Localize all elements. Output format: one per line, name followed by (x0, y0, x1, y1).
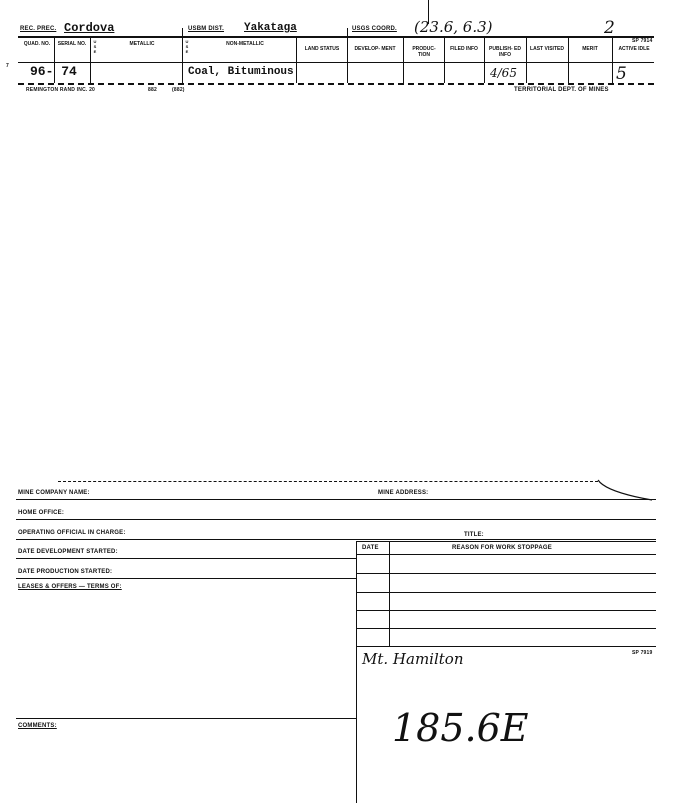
usgs-coord-label: USGS COORD. (352, 26, 397, 32)
title-label: TITLE: (464, 532, 484, 538)
operating-official-label: OPERATING OFFICIAL IN CHARGE: (18, 530, 126, 536)
column-header-rule (18, 62, 654, 63)
date-production-started-label: DATE PRODUCTION STARTED: (18, 569, 113, 575)
field-rule (356, 541, 656, 542)
col-sep (444, 37, 445, 83)
date-column-divider (389, 541, 390, 647)
rec-prec-label: REC. PREC. (20, 26, 57, 32)
use-left-header: U S E (93, 39, 97, 54)
field-rule (16, 578, 356, 579)
quad-no-header: QUAD. NO. (23, 41, 51, 47)
non-metallic-header: NON-METALLIC (226, 41, 264, 47)
land-status-header: LAND STATUS (304, 46, 340, 52)
date-development-started-label: DATE DEVELOPMENT STARTED: (18, 549, 118, 555)
corner-mark: 2 (604, 18, 615, 38)
handwritten-location: Mt. Hamilton (362, 650, 464, 668)
col-sep (568, 37, 569, 83)
active-idle-header: ACTIVE IDLE (618, 46, 650, 52)
published-info-value: 4/65 (490, 66, 517, 80)
field-rule (16, 558, 356, 559)
table-row-rule (356, 554, 656, 555)
table-row-rule (356, 610, 656, 611)
date-column-header: DATE (362, 545, 379, 551)
metallic-header: METALLIC (129, 41, 155, 47)
quad-serial-value: 96- 74 (30, 64, 77, 79)
field-rule (16, 539, 656, 540)
merit-header: MERIT (582, 46, 598, 52)
use-right-header: U S E (185, 39, 189, 54)
card-printer-imprint: REMINGTON RAND INC. 20 (26, 87, 96, 93)
section-divider (356, 541, 357, 803)
home-office-label: HOME OFFICE: (18, 510, 65, 516)
published-info-header: PUBLISH- ED INFO (489, 46, 521, 58)
col-sep (182, 28, 183, 83)
card-curl-edge (596, 478, 656, 506)
reason-column-header: REASON FOR WORK STOPPAGE (452, 545, 552, 551)
last-visited-header: LAST VISITED (530, 46, 564, 52)
col-sep (90, 37, 91, 83)
table-row-rule (356, 628, 656, 629)
row-bottom-rule (18, 83, 654, 85)
active-idle-value: 5 (616, 64, 627, 84)
production-header: PRODUC- TION (412, 46, 436, 58)
territorial-dept-label: TERRITORIAL DEPT. OF MINES (514, 87, 609, 93)
usbm-dist-value: Yakataga (244, 22, 297, 34)
rec-prec-value: Cordova (64, 21, 115, 35)
field-rule (16, 519, 656, 520)
table-row-rule (356, 646, 656, 647)
filed-info-header: FILED INFO (450, 46, 478, 52)
col-sep (526, 37, 527, 83)
bottom-form-number: SP 7919 (632, 650, 653, 656)
development-header: DEVELOP- MENT (354, 46, 396, 52)
usgs-coord-value: (23.6, 6.3) (414, 18, 493, 36)
card-top-edge (58, 481, 598, 482)
header-rule (18, 36, 654, 38)
col-sep (612, 37, 613, 83)
handwritten-code: 185.6E (392, 706, 529, 750)
leases-offers-label: LEASES & OFFERS — TERMS OF: (18, 584, 122, 590)
table-row-rule (356, 592, 656, 593)
field-rule (16, 499, 656, 500)
col-sep (296, 37, 297, 83)
card-code-2: (882) (172, 87, 185, 93)
col-sep (403, 37, 404, 83)
comments-label: COMMENTS: (18, 723, 57, 729)
field-rule (16, 718, 356, 719)
table-row-rule (356, 573, 656, 574)
mine-company-name-label: MINE COMPANY NAME: (18, 490, 90, 496)
serial-no-header: SERIAL NO. (57, 41, 87, 47)
top-form-number: SP 7914 (632, 38, 653, 44)
row-side-mark: 7 (6, 63, 9, 69)
usbm-dist-label: USBM DIST. (188, 26, 225, 32)
col-sep (484, 37, 485, 83)
mine-address-label: MINE ADDRESS: (378, 490, 429, 496)
col-sep (347, 28, 348, 83)
card-code-1: 882 (148, 87, 157, 93)
non-metallic-value: Coal, Bituminous (188, 66, 294, 78)
